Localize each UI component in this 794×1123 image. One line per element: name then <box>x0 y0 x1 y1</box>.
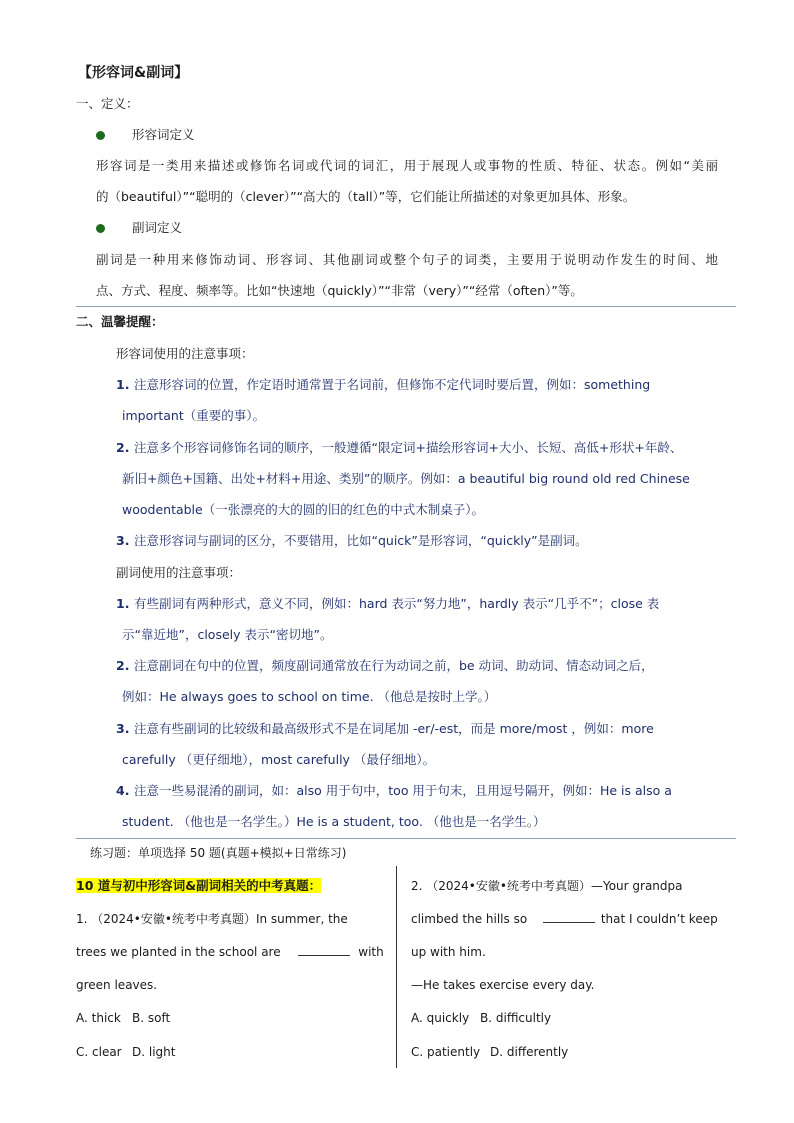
question-2-text-a: climbed the hills so <box>411 912 528 926</box>
adverb-tip-1-line-1: 有些副词有两种形式，意义不同，例如：hard 表示“努力地”，hardly 表示“几乎不”；close 表 <box>134 596 660 611</box>
question-1-line-3: green leaves. <box>76 978 158 992</box>
question-2-line-3: up with him. <box>411 945 486 959</box>
adverb-tip-4-line-1: 注意一些易混淆的副词，如：also 用于句中，too 用于句末，且用逗号隔开，例如：He is also a <box>134 783 672 798</box>
question-2-line-1: 2. （2024•安徽•统考中考真题）—Your grandpa <box>411 879 683 893</box>
question-2-option-c[interactable]: C. patiently <box>411 1045 481 1059</box>
answer-blank[interactable] <box>543 911 595 923</box>
question-2-option-b[interactable]: B. difficultly <box>480 1011 552 1025</box>
adjective-definition-line-2: 的（beautiful）”“聪明的（clever）”“高大的（tall）”等，它们能让所描述的对象更加具体、形象。 <box>96 189 636 204</box>
column-divider <box>396 866 397 1068</box>
adjective-tip-3-line-1: 注意形容词与副词的区分，不要错用，比如“quick”是形容词，“quickly”是副词。 <box>134 533 588 548</box>
question-1-line-1: 1. （2024•安徽•统考中考真题）In summer, the <box>76 912 348 926</box>
adjective-tip-1-line-2: important（重要的事）。 <box>122 408 266 423</box>
section-label-text: 10 道与初中形容词&副词相关的中考真题： <box>76 878 322 893</box>
adjective-tip-number: 2. <box>116 440 130 455</box>
adverb-definition-line-1: 副词是一种用来修饰动词、形容词、其他副词或整个句子的词类，主要用于说明动作发生的时间、地 <box>96 252 718 267</box>
adjective-tip-2-line-3: woodentable（一张漂亮的大的圆的旧的红色的中式木制桌子）。 <box>122 502 484 517</box>
bullet-icon <box>96 224 105 233</box>
question-2-option-a[interactable]: A. quickly <box>411 1011 470 1025</box>
adverb-tip-number: 4. <box>116 783 130 798</box>
answer-blank[interactable] <box>298 944 350 956</box>
adverb-tip-4-line-2: student. （他也是一名学生。）He is a student, too. （他也是一名学生。） <box>122 814 546 829</box>
adverb-tip-number: 3. <box>116 721 130 736</box>
adverb-tip-number: 1. <box>116 596 130 611</box>
section-divider <box>76 306 736 307</box>
question-1-option-a[interactable]: A. thick <box>76 1011 121 1025</box>
adverb-tip-2-line-2: 例如：He always goes to school on time. （他总是按时上学。） <box>122 689 497 704</box>
tips-heading: 二、温馨提醒： <box>76 314 164 329</box>
adverb-tips-subheading: 副词使用的注意事项： <box>116 565 242 580</box>
question-1-option-b[interactable]: B. soft <box>132 1011 171 1025</box>
question-2-text-b: that I couldn’t keep <box>600 912 718 926</box>
adverb-tip-number: 2. <box>116 658 130 673</box>
question-1-option-d[interactable]: D. light <box>132 1045 176 1059</box>
question-1-line-2 <box>76 944 384 960</box>
section-divider <box>76 838 736 839</box>
question-1-text-a: trees we planted in the school are <box>76 945 281 959</box>
adjective-definition-heading: 形容词定义 <box>132 127 195 142</box>
page-title: 【形容词&副词】 <box>78 65 189 81</box>
adjective-tip-number: 1. <box>116 377 130 392</box>
exercise-heading: 练习题：单项选择 50 题(真题+模拟+日常练习) <box>90 846 347 860</box>
adverb-definition-line-2: 点、方式、程度、频率等。比如“快速地（quickly）”“非常（very）”“经常（often）”等。 <box>96 283 583 298</box>
adjective-tip-2-line-1: 注意多个形容词修饰名词的顺序，一般遵循“限定词+描绘形容词+大小、长短、高低+形状+年龄、 <box>134 440 683 455</box>
adjective-tip-2-line-2: 新旧+颜色+国籍、出处+材料+用途、类别”的顺序。例如：a beautiful big round old red Chinese <box>122 471 690 486</box>
question-2-line-2 <box>411 911 718 927</box>
adverb-tip-2-line-1: 注意副词在句中的位置，频度副词通常放在行为动词之前，be 动词、助动词、情态动词之后， <box>134 658 654 673</box>
question-1-option-c[interactable]: C. clear <box>76 1045 122 1059</box>
question-2-option-d[interactable]: D. differently <box>490 1045 569 1059</box>
adverb-tip-3-line-1: 注意有些副词的比较级和最高级形式不是在词尾加 -er/-est，而是 more/most ，例如：more <box>134 721 654 736</box>
adjective-tips-subheading: 形容词使用的注意事项： <box>116 346 254 361</box>
adjective-definition-line-1: 形容词是一类用来描述或修饰名词或代词的词汇，用于展现人或事物的性质、特征、状态。例如“美丽 <box>96 158 718 173</box>
adjective-tip-1-line-1: 注意形容词的位置，作定语时通常置于名词前，但修饰不定代词时要后置，例如：something <box>134 377 651 392</box>
adverb-tip-3-line-2: carefully （更仔细地），most carefully （最仔细地）。 <box>122 752 436 767</box>
adverb-definition-heading: 副词定义 <box>132 220 183 235</box>
definition-heading: 一、定义： <box>76 96 139 111</box>
question-1-text-b: with <box>358 945 384 959</box>
adverb-tip-1-line-2: 示“靠近地”，closely 表示“密切地”。 <box>122 627 333 642</box>
bullet-icon <box>96 131 105 140</box>
adjective-tip-number: 3. <box>116 533 130 548</box>
section-label <box>76 878 321 894</box>
question-2-line-4: —He takes exercise every day. <box>411 978 595 992</box>
